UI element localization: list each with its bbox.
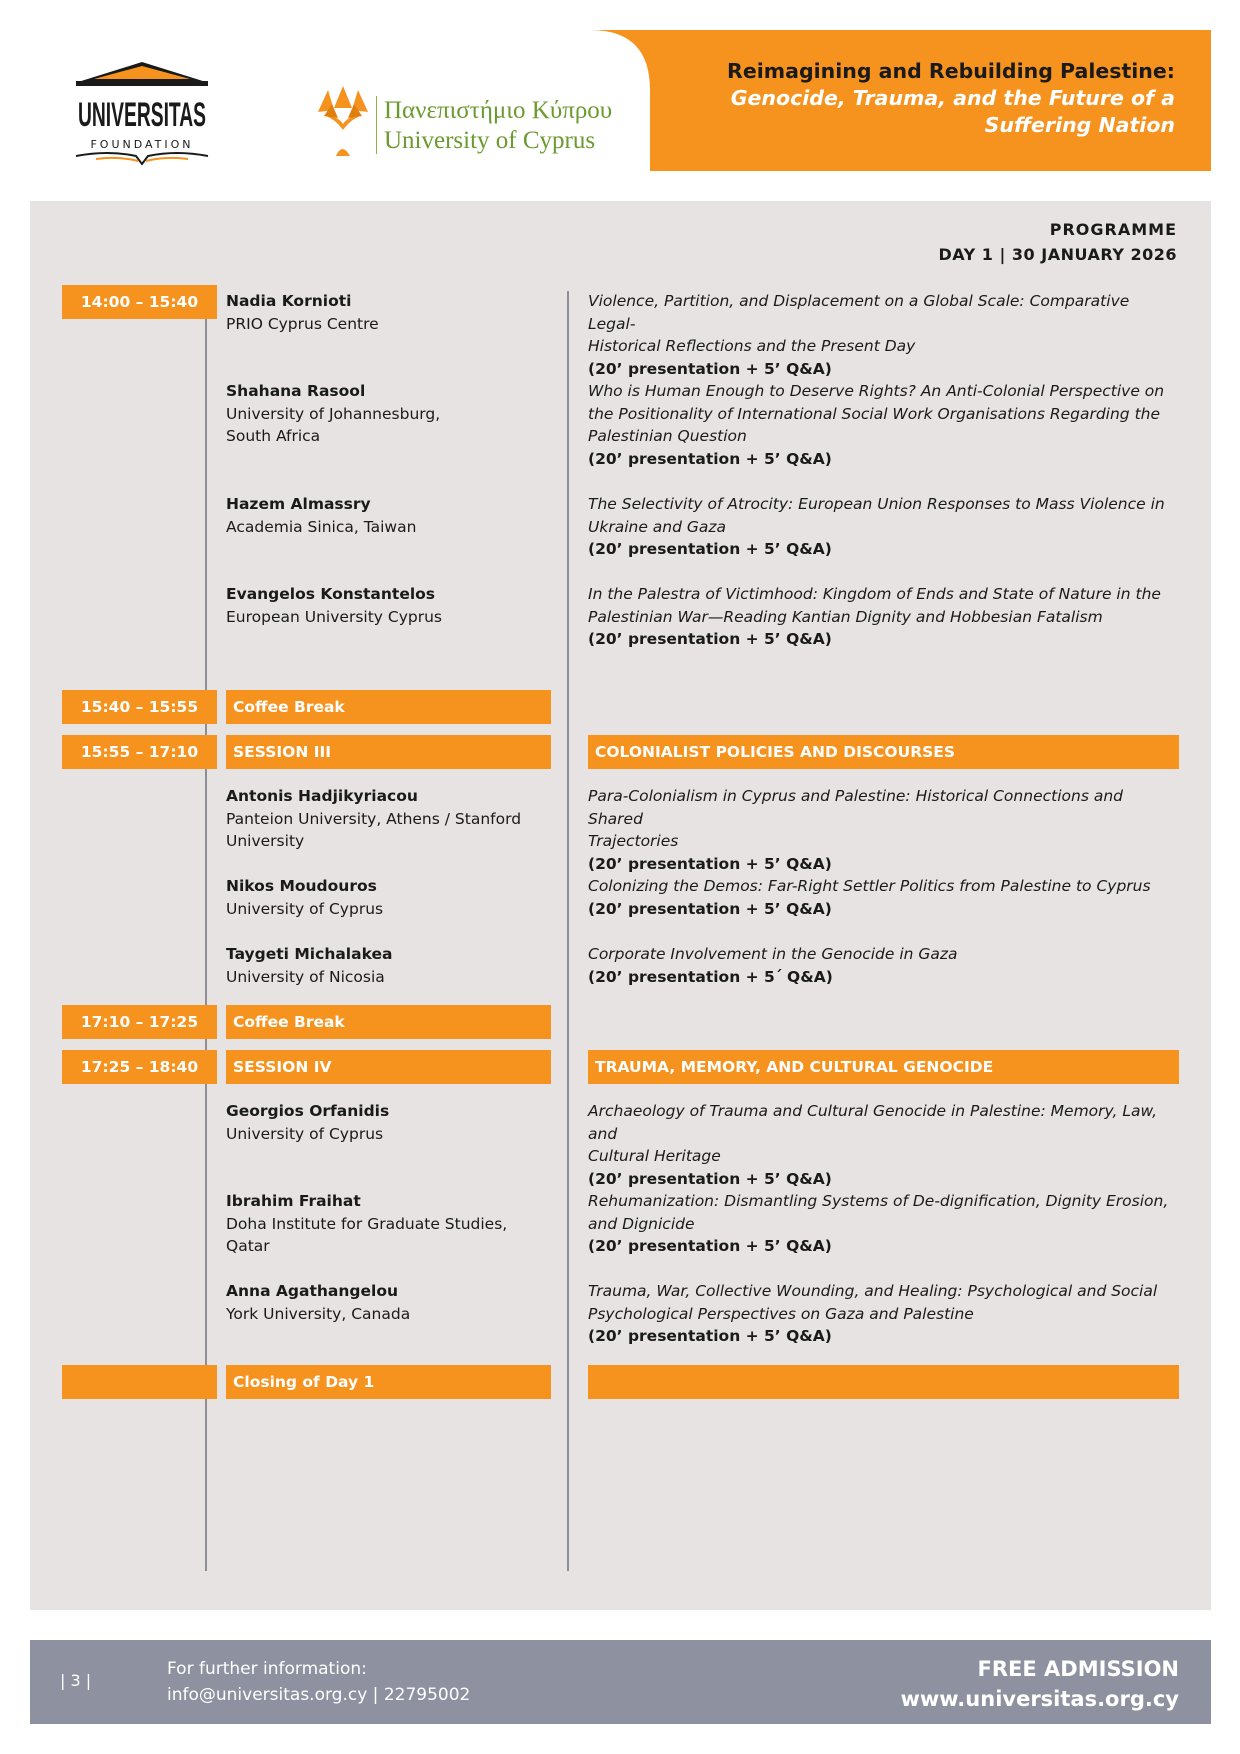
event-subtitle-line-2: Suffering Nation bbox=[984, 113, 1175, 137]
talk-title: The Selectivity of Atrocity: European Union Responses to Mass Violence in bbox=[588, 495, 1165, 513]
talk-format: (20’ presentation + 5’ Q&A) bbox=[588, 1237, 832, 1255]
talk-3 bbox=[588, 493, 1178, 561]
talk-title: Violence, Partition, and Displacement on a Global Scale: Comparative Legal- bbox=[588, 292, 1130, 333]
speaker-2 bbox=[226, 380, 556, 448]
speaker-name: Nikos Moudouros bbox=[226, 877, 377, 895]
closing-bar bbox=[588, 1365, 1179, 1399]
title-box-curve bbox=[590, 30, 691, 171]
programme-heading bbox=[939, 217, 1177, 267]
info-contact: info@universitas.org.cy | 22795002 bbox=[167, 1685, 471, 1705]
talk-7 bbox=[588, 943, 1178, 988]
talk-title: Palestinian Question bbox=[588, 427, 747, 445]
speaker-affiliation: University of Cyprus bbox=[226, 899, 384, 918]
speaker-affiliation: York University, Canada bbox=[226, 1304, 411, 1323]
speaker-name: Taygeti Michalakea bbox=[226, 945, 393, 963]
coffee-break-2: Coffee Break bbox=[226, 1005, 551, 1039]
talk-format: (20’ presentation + 5’ Q&A) bbox=[588, 630, 832, 648]
talk-title: Historical Reflections and the Present Day bbox=[588, 337, 916, 355]
talk-format: (20’ presentation + 5’ Q&A) bbox=[588, 359, 832, 378]
talk-title: Psychological Perspectives on Gaza and Palestine bbox=[588, 1304, 974, 1323]
speaker-name: Shahana Rasool bbox=[226, 382, 366, 400]
ucy-tree-icon bbox=[314, 86, 372, 156]
session-4-label: SESSION IV bbox=[226, 1050, 551, 1084]
speaker-name: Nadia Kornioti bbox=[226, 292, 352, 310]
talk-10 bbox=[588, 1280, 1178, 1348]
time-slot-1: 14:00 – 15:40 bbox=[62, 285, 217, 319]
talk-title: Archaeology of Trauma and Cultural Genocide in Palestine: Memory, Law, and bbox=[588, 1102, 1158, 1143]
speaker-8 bbox=[226, 1100, 556, 1145]
programme-day: DAY 1 | 30 JANUARY 2026 bbox=[938, 245, 1177, 264]
talk-format: (20’ presentation + 5’ Q&A) bbox=[588, 854, 832, 873]
svg-text:UNIVERSITAS: UNIVERSITAS bbox=[78, 96, 206, 134]
speaker-name: Evangelos Konstantelos bbox=[226, 585, 436, 603]
talk-title: Who is Human Enough to Deserve Rights? An Anti-Colonial Perspective on bbox=[588, 382, 1165, 400]
time-slot-session-3: 15:55 – 17:10 bbox=[62, 735, 217, 769]
speaker-affiliation: PRIO Cyprus Centre bbox=[226, 314, 379, 333]
time-slot-break-2: 17:10 – 17:25 bbox=[62, 1005, 217, 1039]
talk-format: (20’ presentation + 5’ Q&A) bbox=[588, 1169, 832, 1188]
ucy-english-name: University of Cyprus bbox=[384, 127, 596, 154]
talk-title: and Dignicide bbox=[588, 1214, 695, 1233]
talk-format: (20’ presentation + 5’ Q&A) bbox=[588, 899, 832, 918]
speaker-affiliation: European University Cyprus bbox=[226, 607, 442, 626]
talk-title: Ukraine and Gaza bbox=[588, 517, 727, 536]
session-4-theme: TRAUMA, MEMORY, AND CULTURAL GENOCIDE bbox=[588, 1050, 1179, 1084]
speaker-affiliation: Doha Institute for Graduate Studies, bbox=[226, 1214, 508, 1233]
info-label: For further information: bbox=[167, 1659, 367, 1679]
speaker-5 bbox=[226, 785, 556, 853]
time-slot-session-4: 17:25 – 18:40 bbox=[62, 1050, 217, 1084]
speaker-9 bbox=[226, 1190, 556, 1258]
speaker-1 bbox=[226, 290, 556, 335]
speaker-6 bbox=[226, 875, 556, 920]
speaker-affiliation: University of Nicosia bbox=[226, 967, 385, 986]
programme-label: PROGRAMME bbox=[1049, 220, 1177, 239]
svg-text:FOUNDATION: FOUNDATION bbox=[90, 138, 194, 151]
talk-1 bbox=[588, 290, 1178, 380]
speaker-name: Georgios Orfanidis bbox=[226, 1102, 390, 1120]
speaker-affiliation: University of Johannesburg, bbox=[226, 404, 441, 423]
speaker-affiliation: Panteion University, Athens / Stanford bbox=[226, 809, 522, 828]
talk-2 bbox=[588, 380, 1178, 470]
speaker-name: Hazem Almassry bbox=[226, 495, 371, 513]
talk-title: In the Palestra of Victimhood: Kingdom of Ends and State of Nature in the bbox=[588, 585, 1161, 603]
event-title-box bbox=[690, 30, 1211, 171]
talk-title: Trauma, War, Collective Wounding, and Healing: Psychological and Social bbox=[588, 1282, 1158, 1300]
talk-5 bbox=[588, 785, 1178, 875]
speaker-4 bbox=[226, 583, 556, 628]
website-link[interactable]: www.universitas.org.cy bbox=[900, 1687, 1179, 1711]
talk-format: (20’ presentation + 5’ Q&A) bbox=[588, 449, 832, 468]
session-3-theme: COLONIALIST POLICIES AND DISCOURSES bbox=[588, 735, 1179, 769]
ucy-greek-name: Πανεπιστήμιο Κύπρου bbox=[384, 97, 613, 124]
talk-title: Rehumanization: Dismantling Systems of De-dignification, Dignity Erosion, bbox=[588, 1192, 1169, 1210]
talk-title: Para-Colonialism in Cyprus and Palestine: Historical Connections and Shared bbox=[588, 787, 1123, 828]
time-slot-break-1: 15:40 – 15:55 bbox=[62, 690, 217, 724]
event-subtitle-line-1: Genocide, Trauma, and the Future of a bbox=[730, 86, 1175, 110]
talk-format: (20’ presentation + 5’ Q&A) bbox=[588, 540, 832, 558]
speaker-10 bbox=[226, 1280, 556, 1325]
event-title: Reimagining and Rebuilding Palestine: bbox=[727, 59, 1175, 83]
talk-format: (20’ presentation + 5΄ Q&A) bbox=[588, 967, 833, 986]
speaker-affiliation: University of Cyprus bbox=[226, 1124, 384, 1143]
talk-format: (20’ presentation + 5’ Q&A) bbox=[588, 1327, 832, 1345]
talk-title: Trajectories bbox=[588, 832, 679, 850]
programme-panel bbox=[30, 201, 1211, 1610]
talk-title: Cultural Heritage bbox=[588, 1147, 721, 1165]
talk-6 bbox=[588, 875, 1178, 920]
talk-4 bbox=[588, 583, 1178, 651]
speaker-name: Anna Agathangelou bbox=[226, 1282, 399, 1300]
admission-info bbox=[900, 1654, 1179, 1714]
closing-of-day-1: Closing of Day 1 bbox=[226, 1365, 551, 1399]
page-number: | 3 | bbox=[60, 1671, 92, 1690]
talk-title: Corporate Involvement in the Genocide in Gaza bbox=[588, 945, 958, 963]
speaker-name: Ibrahim Fraihat bbox=[226, 1192, 361, 1210]
talk-8 bbox=[588, 1100, 1178, 1190]
speaker-3 bbox=[226, 493, 556, 538]
time-slot-closing bbox=[62, 1365, 217, 1399]
speaker-affiliation: University bbox=[226, 832, 305, 850]
speaker-7 bbox=[226, 943, 556, 988]
talk-title: Colonizing the Demos: Far-Right Settler Politics from Palestine to Cyprus bbox=[588, 877, 1151, 895]
column-divider-right bbox=[567, 291, 569, 1571]
free-admission: FREE ADMISSION bbox=[977, 1657, 1179, 1681]
talk-9 bbox=[588, 1190, 1178, 1258]
contact-info bbox=[167, 1656, 470, 1708]
talk-title: the Positionality of International Social Work Organisations Regarding the bbox=[588, 404, 1161, 423]
speaker-name: Antonis Hadjikyriacou bbox=[226, 787, 418, 805]
speaker-affiliation: Qatar bbox=[226, 1237, 270, 1255]
footer bbox=[30, 1640, 1211, 1724]
coffee-break-1: Coffee Break bbox=[226, 690, 551, 724]
talk-title: Palestinian War—Reading Kantian Dignity and Hobbesian Fatalism bbox=[588, 607, 1103, 626]
speaker-affiliation: Academia Sinica, Taiwan bbox=[226, 517, 417, 536]
session-3-label: SESSION III bbox=[226, 735, 551, 769]
universitas-foundation-logo bbox=[72, 60, 212, 180]
speaker-affiliation: South Africa bbox=[226, 427, 321, 445]
